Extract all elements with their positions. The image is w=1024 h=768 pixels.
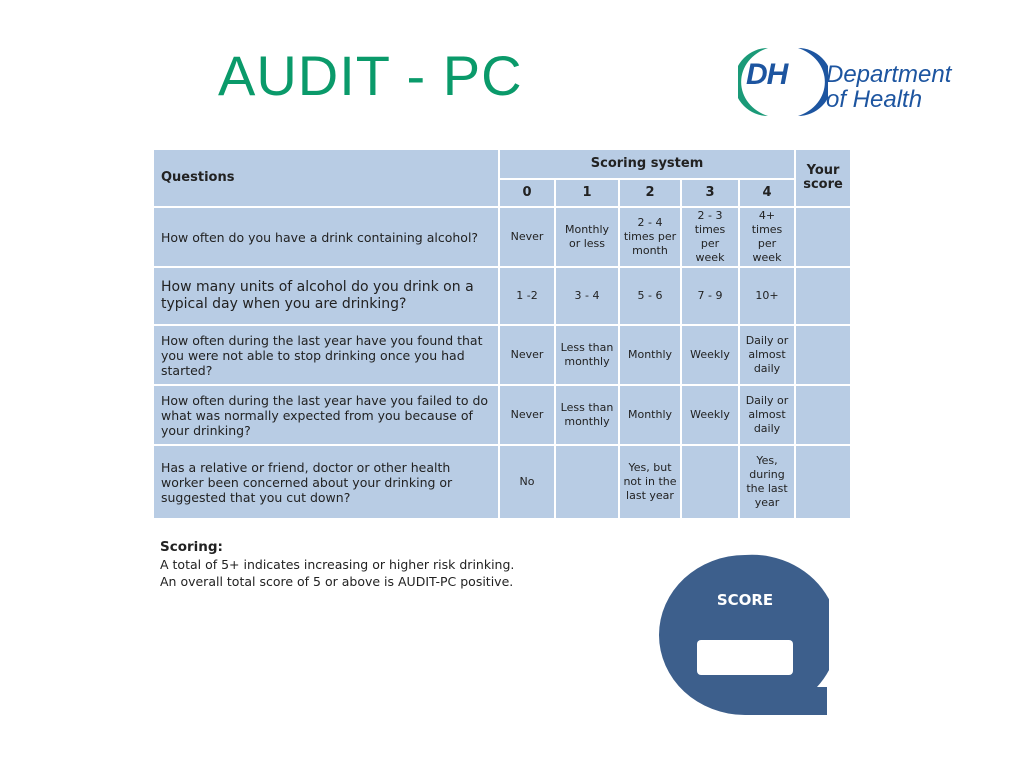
- score-col-header: 2: [619, 179, 681, 207]
- answer-cell: Monthly: [619, 325, 681, 385]
- score-col-header: 4: [739, 179, 795, 207]
- your-score-cell[interactable]: [795, 267, 851, 325]
- scoring-heading: Scoring:: [160, 539, 223, 555]
- score-col-header: 3: [681, 179, 739, 207]
- question-cell: How often do you have a drink containing alcohol?: [153, 207, 499, 267]
- scoring-line-1: A total of 5+ indicates increasing or higher risk drinking.: [160, 557, 515, 572]
- dh-logo-mark: DH: [746, 58, 788, 91]
- table-row: [153, 445, 851, 519]
- answer-cell: Weekly: [681, 325, 739, 385]
- score-col-header: 0: [499, 179, 555, 207]
- your-score-cell[interactable]: [795, 445, 851, 519]
- answer-cell: 5 - 6: [619, 267, 681, 325]
- answer-cell: 4+ times per week: [739, 207, 795, 267]
- answer-cell: Yes, but not in the last year: [619, 445, 681, 519]
- answer-cell: Never: [499, 385, 555, 445]
- answer-cell: [681, 445, 739, 519]
- answer-cell: 3 - 4: [555, 267, 619, 325]
- answer-cell: 7 - 9: [681, 267, 739, 325]
- answer-cell: Monthly: [619, 385, 681, 445]
- answer-cell: Daily or almost daily: [739, 385, 795, 445]
- table-row: [153, 267, 851, 325]
- dh-logo-text: [826, 62, 951, 112]
- answer-cell: Less than monthly: [555, 325, 619, 385]
- your-score-cell[interactable]: [795, 385, 851, 445]
- answer-cell: Weekly: [681, 385, 739, 445]
- score-col-header: 1: [555, 179, 619, 207]
- your-score-cell[interactable]: [795, 207, 851, 267]
- answer-cell: No: [499, 445, 555, 519]
- answer-cell: 2 - 4 times per month: [619, 207, 681, 267]
- table-row: [153, 325, 851, 385]
- score-label: SCORE: [716, 591, 774, 609]
- your-score-cell[interactable]: [795, 325, 851, 385]
- scoring-line-2: An overall total score of 5 or above is AUDIT-PC positive.: [160, 574, 514, 589]
- answer-cell: Monthly or less: [555, 207, 619, 267]
- answer-cell: Never: [499, 325, 555, 385]
- answer-cell: 10+: [739, 267, 795, 325]
- question-cell: Has a relative or friend, doctor or other health worker been concerned about your drinking or suggested that you cut down?: [153, 445, 499, 519]
- dh-logo-line1: Department: [826, 61, 952, 88]
- score-badge: [657, 553, 829, 717]
- score-bubble-icon: [657, 553, 829, 717]
- slide-title: AUDIT - PC: [218, 44, 523, 107]
- dh-logo: [738, 40, 988, 120]
- question-cell: How often during the last year have you failed to do what was normally expected from you because of your drinking?: [153, 385, 499, 445]
- answer-cell: Daily or almost daily: [739, 325, 795, 385]
- table-row: [153, 385, 851, 445]
- score-input-box[interactable]: [697, 640, 793, 675]
- your-score-header: Your score: [795, 149, 851, 207]
- questions-header: Questions: [153, 149, 499, 207]
- question-cell: How many units of alcohol do you drink on a typical day when you are drinking?: [153, 267, 499, 325]
- answer-cell: 2 - 3 times per week: [681, 207, 739, 267]
- answer-cell: [555, 445, 619, 519]
- answer-cell: Never: [499, 207, 555, 267]
- question-cell: How often during the last year have you found that you were not able to stop drinking once you had started?: [153, 325, 499, 385]
- dh-logo-line2: of Health: [826, 86, 923, 113]
- answer-cell: 1 -2: [499, 267, 555, 325]
- table-row: [153, 207, 851, 267]
- scoring-note: [160, 538, 514, 590]
- audit-pc-table: [152, 148, 852, 520]
- answer-cell: Yes, during the last year: [739, 445, 795, 519]
- answer-cell: Less than monthly: [555, 385, 619, 445]
- scoring-system-header: Scoring system: [499, 149, 795, 179]
